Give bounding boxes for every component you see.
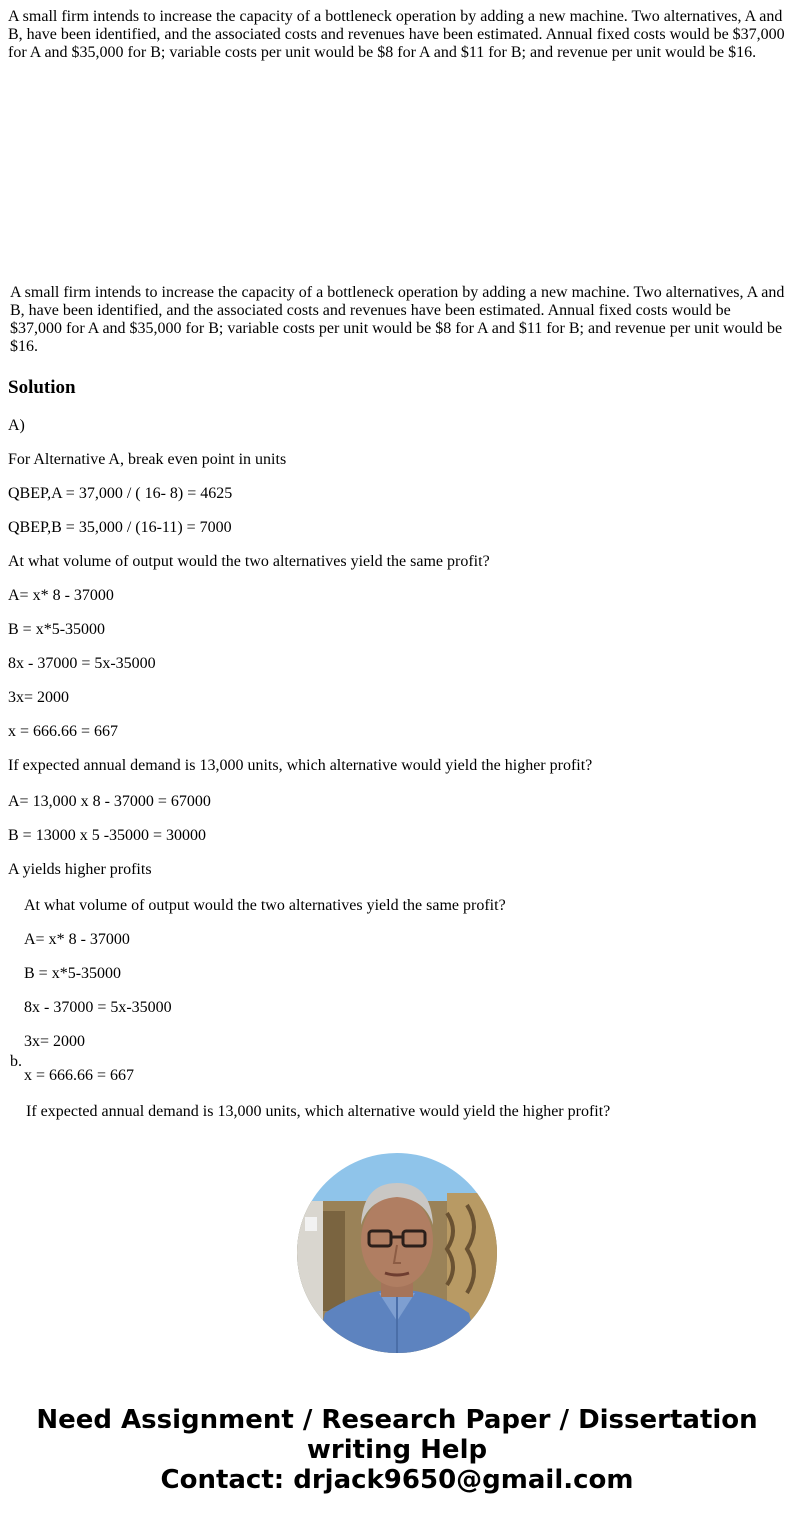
tutor-portrait-image	[297, 1153, 497, 1353]
solution-line: A yields higher profits	[8, 861, 152, 878]
part-b-line: 3x= 2000	[24, 1033, 86, 1050]
solution-line: B = x*5-35000	[8, 621, 106, 638]
part-b-line: 8x - 37000 = 5x-35000	[24, 999, 172, 1016]
solution-line: QBEP,B = 35,000 / (16-11) = 7000	[8, 519, 232, 536]
part-b-marker: b.	[10, 1053, 22, 1070]
part-b-line: A= x* 8 - 37000	[24, 931, 130, 948]
contact-banner	[0, 1405, 794, 1495]
part-b-line: B = x*5-35000	[24, 965, 122, 982]
banner-line-2: writing Help	[306, 1435, 488, 1465]
solution-line: 8x - 37000 = 5x-35000	[8, 655, 156, 672]
solution-line: QBEP,A = 37,000 / ( 16- 8) = 4625	[8, 485, 233, 502]
solution-line: x = 666.66 = 667	[8, 723, 119, 740]
part-b-line: At what volume of output would the two alternatives yield the same profit?	[24, 897, 506, 914]
banner-contact-line: Contact: drjack9650@gmail.com	[160, 1465, 634, 1495]
solution-line: If expected annual demand is 13,000 units, which alternative would yield the higher profit?	[8, 757, 593, 774]
solution-line: At what volume of output would the two alternatives yield the same profit?	[8, 553, 490, 570]
solution-line: B = 13000 x 5 -35000 = 30000	[8, 827, 207, 844]
solution-line: A= 13,000 x 8 - 37000 = 67000	[8, 793, 211, 810]
solution-line: A)	[8, 417, 25, 434]
solution-line: A= x* 8 - 37000	[8, 587, 114, 604]
banner-line-1: Need Assignment / Research Paper / Dissertation	[36, 1405, 758, 1435]
question-text: A small firm intends to increase the capacity of a bottleneck operation by adding a new machine. Two alternatives, A and B, have been identified, and the associated costs and revenues have been estimated. Annual fixed costs would be $37,000 for A and $35,000 for B; variable costs per unit would be $8 for A and $11 for B; and revenue per unit would be $16.	[8, 8, 785, 61]
solution-line: 3x= 2000	[8, 689, 70, 706]
solution-heading: Solution	[8, 377, 76, 398]
question-text-repeat: A small firm intends to increase the capacity of a bottleneck operation by adding a new machine. Two alternatives, A and B, have been identified, and the associated costs and revenues have been estimated. Annual fixed costs would be $37,000 for A and $35,000 for B; variable costs per unit would be $8 for A and $11 for B; and revenue per unit would be $16.	[10, 284, 785, 355]
part-b-line: x = 666.66 = 667	[24, 1067, 135, 1084]
part-b-line: If expected annual demand is 13,000 units, which alternative would yield the higher profit?	[26, 1103, 611, 1120]
solution-line: For Alternative A, break even point in units	[8, 451, 287, 468]
tutor-avatar	[297, 1153, 497, 1353]
